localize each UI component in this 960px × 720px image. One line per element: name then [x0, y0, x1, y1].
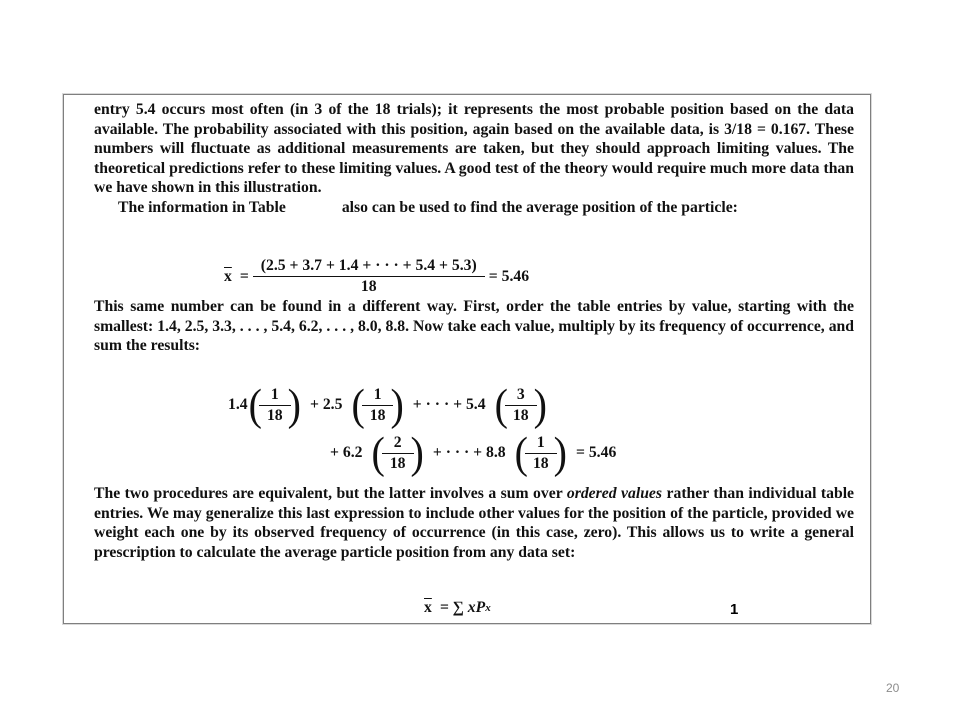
mean-fraction [257, 257, 481, 296]
paragraph-1-table-ref-end: also can be used to find the average position of the particle: [341, 198, 738, 216]
paren-close-icon: ) [287, 379, 301, 430]
paragraph-1 [94, 100, 854, 217]
term-1-coef: 1.4 [228, 396, 248, 413]
mean-result: = 5.46 [488, 267, 530, 285]
x-bar-symbol: $\overline{x}$ [224, 267, 232, 285]
weighted-result: = 5.46 [575, 444, 617, 461]
paren-open-icon: ( [494, 379, 508, 430]
sum-expression: = ∑ xP [439, 599, 486, 616]
equation-mean-general [424, 599, 491, 617]
term-1-fraction [263, 386, 287, 425]
term-1-numerator: 1 [270, 385, 279, 403]
paren-open-icon: ( [514, 427, 528, 478]
equation-weighted-row-2 [330, 427, 617, 478]
term-2-numerator: 1 [373, 385, 382, 403]
paren-close-icon: ) [533, 379, 547, 430]
paren-open-icon: ( [371, 427, 385, 478]
term-4-coef: + 6.2 [330, 444, 363, 461]
term-dots-2: + · · · + 8.8 [432, 444, 506, 461]
mean-denominator: 18 [253, 276, 485, 296]
term-2-coef: + 2.5 [309, 396, 343, 413]
paragraph-3-start: The two procedures are equivalent, but the latter involves a sum over [94, 485, 563, 502]
equals-sign: = [239, 267, 249, 285]
term-4-fraction [386, 434, 410, 473]
paren-open-icon: ( [248, 379, 262, 430]
term-5-fraction [529, 434, 553, 473]
paragraph-3 [94, 484, 854, 562]
term-4-denominator: 18 [382, 453, 414, 473]
paragraph-1-table-ref: The information in Table [118, 198, 286, 216]
term-4-numerator: 2 [393, 433, 402, 451]
term-3-numerator: 3 [516, 385, 525, 403]
paragraph-2: This same number can be found in a different way. First, order the table entries by value, starting with the smallest: 1.4, 2.5, 3.3, . . . , 5.4, 6.2, . . . , 8.0, 8.8. Now take each value, multiply by its frequency of occurrence, and sum the results: [94, 298, 854, 354]
sum-subscript: x [485, 602, 491, 614]
term-5-numerator: 1 [536, 433, 545, 451]
paragraph-1-text: entry 5.4 occurs most often (in 3 of the 18 trials); it represents the most probable position based on the data available. The probability associated with this position, again based on the available data, is 3/18 = 0.167. These numbers will fluctuate as additional measurements are taken, but they should approach limiting values. The theoretical predictions refer to these limiting values. A good test of the theory would require much more data than we have shown in this illustration. [94, 101, 854, 196]
slide-page-number: 20 [886, 681, 900, 695]
term-2-denominator: 18 [362, 405, 394, 425]
term-2-fraction [366, 386, 390, 425]
equation-number: 1 [730, 601, 739, 618]
term-1-denominator: 18 [259, 405, 291, 425]
textbook-excerpt [63, 94, 871, 624]
paren-open-icon: ( [351, 379, 365, 430]
term-dots-1: + · · · + 5.4 [412, 396, 486, 413]
paren-close-icon: ) [410, 427, 424, 478]
term-3-denominator: 18 [505, 405, 537, 425]
paragraph-3-italic: ordered values [566, 485, 663, 502]
equation-weighted-row-1 [228, 379, 548, 430]
term-3-fraction [509, 386, 533, 425]
equation-mean-direct [224, 257, 529, 296]
x-bar-symbol: $\overline{x}$ [424, 599, 432, 616]
term-5-denominator: 18 [525, 453, 557, 473]
paragraph-3-end: rather than individual table entries. We may generalize this last expression to include other values for the position of the particle, provided we weight each one by its observed frequency of occurrence (in this case, zero). This allows us to write a general prescription to calculate the average particle position from any data set: [94, 485, 855, 561]
paren-close-icon: ) [553, 427, 567, 478]
paren-close-icon: ) [390, 379, 404, 430]
mean-numerator: (2.5 + 3.7 + 1.4 + · · · + 5.4 + 5.3) [260, 257, 477, 274]
